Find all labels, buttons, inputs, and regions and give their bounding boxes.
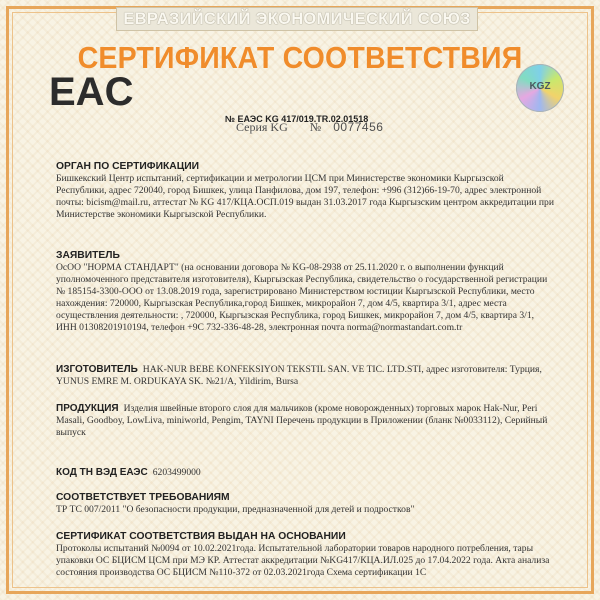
requirements-heading: СООТВЕТСТВУЕТ ТРЕБОВАНИЯМ [56, 492, 230, 503]
basis-text: Протоколы испытаний №0094 от 10.02.2021года. Испытательной лаборатории товаров народного потребления, тары упаковки ОС БЦИСМ ЦСМ при МЭ КР. Аттестат аккредитации №KG417/КЦА.ИЛ.025 до 17.04.2022 года. Акта анализа состояния производства ОС БЦИСМ №110-372 от 02.03.2021года Схема сертификации 1С [56, 543, 550, 578]
basis-section [56, 531, 556, 579]
code-value: 6203499000 [152, 467, 201, 478]
manufacturer-section [56, 364, 556, 388]
manufacturer-heading: ИЗГОТОВИТЕЛЬ [56, 364, 138, 375]
product-text: Изделия швейные второго слоя для мальчиков (кроме новорожденных) торговых марок Hak-Nur, Peri Masali, Goodboy, LowLiva, miniworld, Pengim, TAYNI Перечень продукции в Приложении (бланк №0033112), Серийный выпуск [56, 403, 548, 438]
series-line [236, 120, 383, 135]
series-value: 0077456 [333, 120, 384, 134]
product-section [56, 403, 556, 439]
organ-heading: ОРГАН ПО СЕРТИФИКАЦИИ [56, 161, 200, 172]
product-heading: ПРОДУКЦИЯ [56, 403, 119, 414]
basis-heading: СЕРТИФИКАТ СООТВЕТСТВИЯ ВЫДАН НА ОСНОВАНИИ [56, 531, 346, 542]
certificate-title: СЕРТИФИКАТ СООТВЕТСТВИЯ [77, 40, 523, 75]
requirements-text: ТР ТС 007/2011 "О безопасности продукции, предназначенной для детей и подростков" [56, 504, 415, 515]
organ-section [56, 161, 556, 221]
manufacturer-text: HAK-NUR BEBE KONFEKSIYON TEKSTIL SAN. VE TIC. LTD.STI, адрес изготовителя: Турция, YUNUS EMRE M. ORDUKAYA SK. №21/A, Yildirim, Bursa [56, 364, 542, 387]
applicant-heading: ЗАЯВИТЕЛЬ [56, 250, 120, 261]
union-banner: ЕВРАЗИЙСКИЙ ЭКОНОМИЧЕСКИЙ СОЮЗ [116, 7, 478, 31]
hologram-seal-icon [516, 64, 564, 112]
requirements-section [56, 492, 556, 516]
applicant-section [56, 250, 556, 334]
code-section [56, 467, 556, 479]
number-sign: № [309, 120, 322, 134]
hologram-label: KGZ [529, 81, 551, 92]
eac-mark: EAC [49, 70, 134, 114]
code-heading: КОД ТН ВЭД ЕАЭС [56, 467, 148, 478]
organ-text: Бишкекский Центр испытаний, сертификации и метрологии ЦСМ при Министерстве экономики Кыргызской Республики, адрес 720040, город Бишкек, улица Панфилова, дом 197, телефон: +996 (312)66-19-70, адрес электронной почты: bicism@mail.ru, аттестат № KG 417/КЦА.ОСП.019 выдан 31.03.2017 года Кыргызским центром аккредитации при Министерстве экономики Кыргызской Республики. [56, 173, 554, 220]
series-label: Серия KG [236, 120, 288, 134]
applicant-text: ОсОО "НОРМА СТАНДАРТ" (на основании договора № KG-08-2938 от 25.11.2020 г. о выполнении функций уполномоченного представителя изготовителя), Кыргызская Республика, свидетельство о государственной регистрации № 185154-3300-ООО от 13.08.2019 года, зарегистрировано Министерством юстиции Кыргызской Республики, место нахождения: 720000, Кыргызская Республика,город Бишкек, микрорайон 7, дом 4/5, квартира 3/1, адрес места осуществления деятельности: , 720000, Кыргызская Республика, город Бишкек, микрорайон 7, дом 4/5, квартира 3/1, ИНН 01308201910194, телефон +9С 732-336-48-28, электронная почта norma@normastandart.com.tr [56, 262, 548, 333]
certificate-number: № ЕАЭС KG 417/019.TR.02.01518 [225, 114, 369, 124]
